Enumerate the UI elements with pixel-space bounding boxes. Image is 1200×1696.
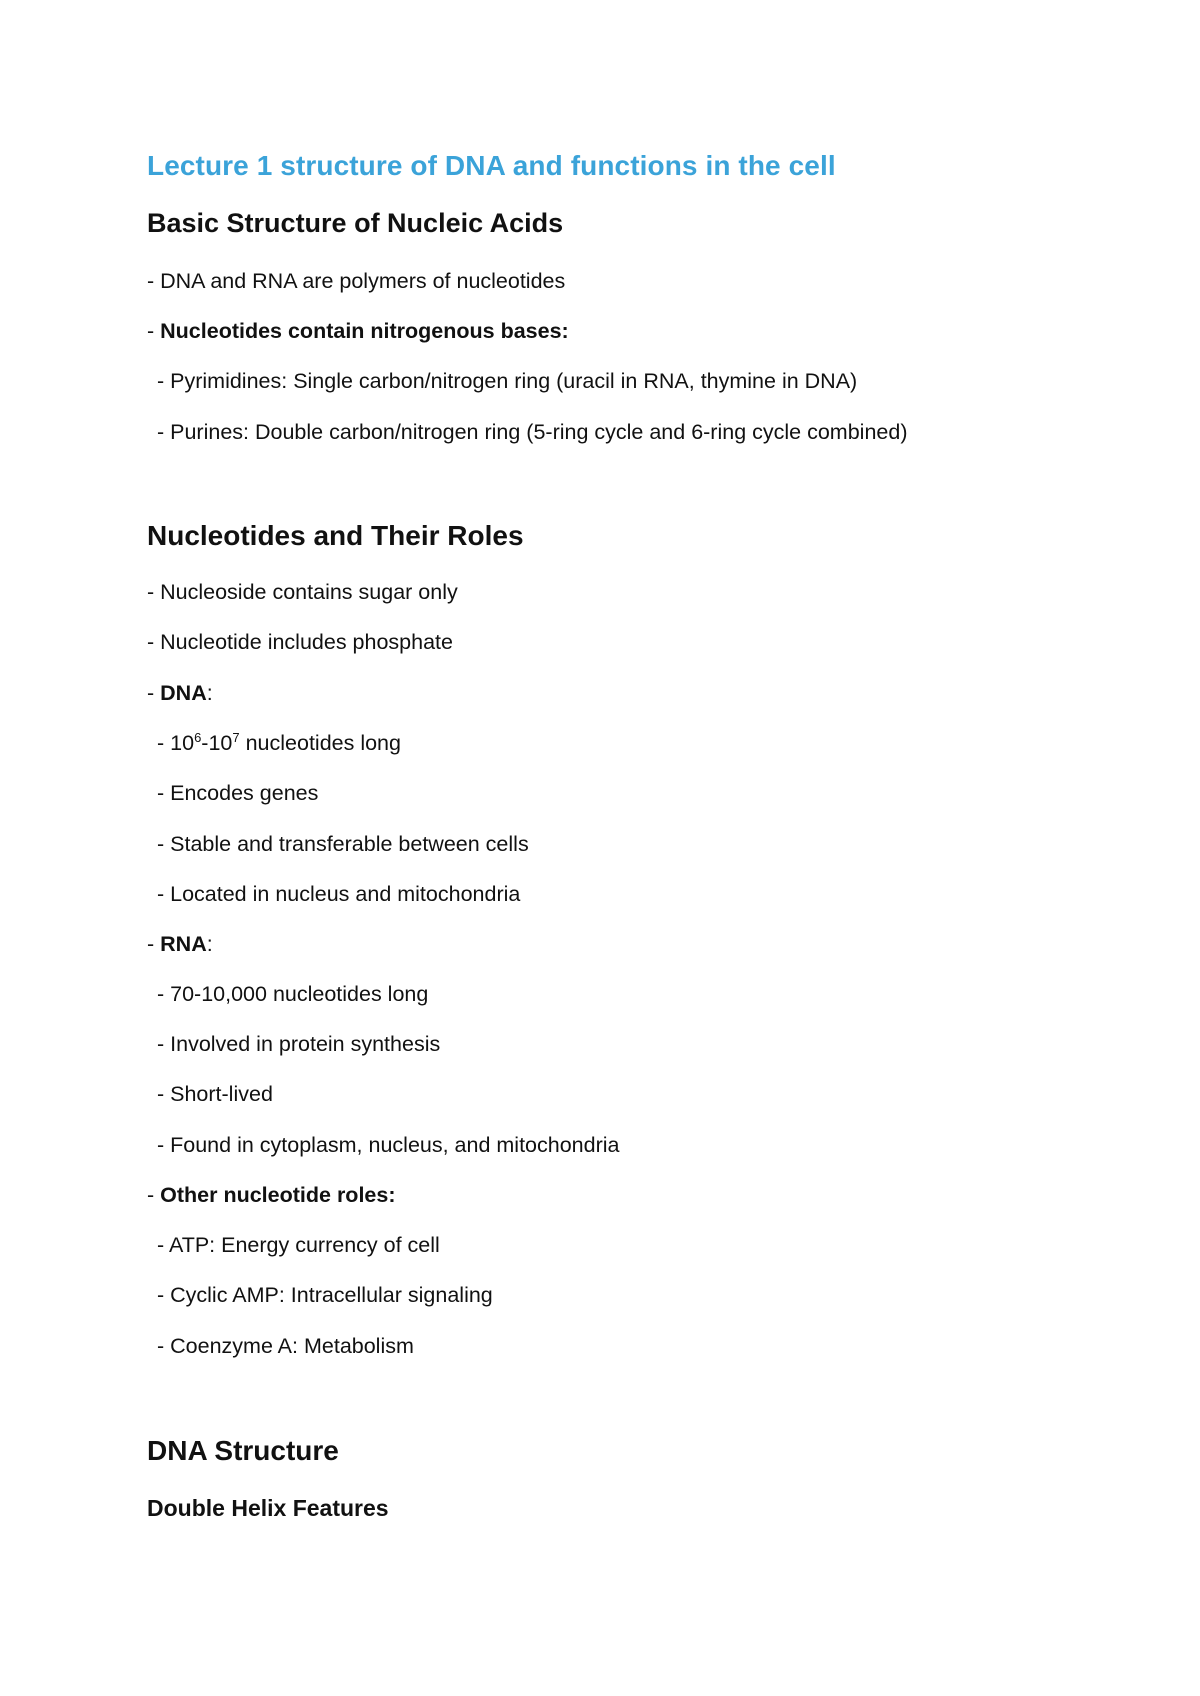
bullet-prefix: - — [147, 932, 161, 956]
bullet-rna-label: RNA — [160, 932, 207, 956]
bullet-nitrogenous-bases — [147, 319, 569, 345]
dna-item-stable: - Stable and transferable between cells — [157, 832, 529, 856]
section-heading-dna-structure: DNA Structure — [147, 1435, 339, 1466]
dna-length-prefix: - 10 — [157, 731, 195, 755]
bullet-prefix: - — [147, 1183, 161, 1207]
bullet-prefix: - — [147, 681, 161, 705]
rna-item-protein-synthesis: - Involved in protein synthesis — [157, 1032, 441, 1056]
dna-length — [157, 731, 401, 757]
bullet-dna — [147, 681, 213, 707]
rna-item-length: - 70-10,000 nucleotides long — [157, 982, 429, 1006]
dna-length-exponent-1: 6 — [194, 729, 202, 745]
bullet-prefix: - — [147, 319, 161, 343]
bullet-nucleoside: - Nucleoside contains sugar only — [147, 580, 458, 604]
bullet-pyrimidines: - Pyrimidines: Single carbon/nitrogen ring (uracil in RNA, thymine in DNA) — [157, 369, 858, 393]
other-item-camp: - Cyclic AMP: Intracellular signaling — [157, 1283, 493, 1307]
bullet-polymers: - DNA and RNA are polymers of nucleotides — [147, 269, 566, 293]
rna-item-location: - Found in cytoplasm, nucleus, and mitochondria — [157, 1133, 620, 1157]
bullet-rna — [147, 932, 213, 958]
lecture-title: Lecture 1 structure of DNA and functions in the cell — [147, 150, 836, 181]
rna-item-short-lived: - Short-lived — [157, 1082, 273, 1106]
section-heading-basic-structure: Basic Structure of Nucleic Acids — [147, 208, 564, 238]
dna-item-location: - Located in nucleus and mitochondria — [157, 882, 521, 906]
bullet-nitrogenous-bases-label: Nucleotides contain nitrogenous bases: — [160, 319, 569, 343]
bullet-suffix: : — [206, 681, 213, 705]
dna-length-suffix: nucleotides long — [239, 731, 401, 755]
dna-length-exponent-2: 7 — [232, 729, 240, 745]
bullet-nucleotide: - Nucleotide includes phosphate — [147, 630, 453, 654]
other-item-atp: - ATP: Energy currency of cell — [157, 1233, 440, 1257]
dna-length-middle: -10 — [201, 731, 233, 755]
bullet-dna-label: DNA — [160, 681, 207, 705]
other-item-coa: - Coenzyme A: Metabolism — [157, 1334, 414, 1358]
bullet-other-roles — [147, 1183, 396, 1209]
bullet-suffix: : — [206, 932, 213, 956]
subheading-double-helix: Double Helix Features — [147, 1495, 389, 1521]
section-heading-nucleotides-roles: Nucleotides and Their Roles — [147, 520, 524, 551]
dna-item-encodes: - Encodes genes — [157, 781, 319, 805]
bullet-purines: - Purines: Double carbon/nitrogen ring (5-ring cycle and 6-ring cycle combined) — [157, 420, 908, 444]
bullet-other-roles-label: Other nucleotide roles: — [160, 1183, 396, 1207]
